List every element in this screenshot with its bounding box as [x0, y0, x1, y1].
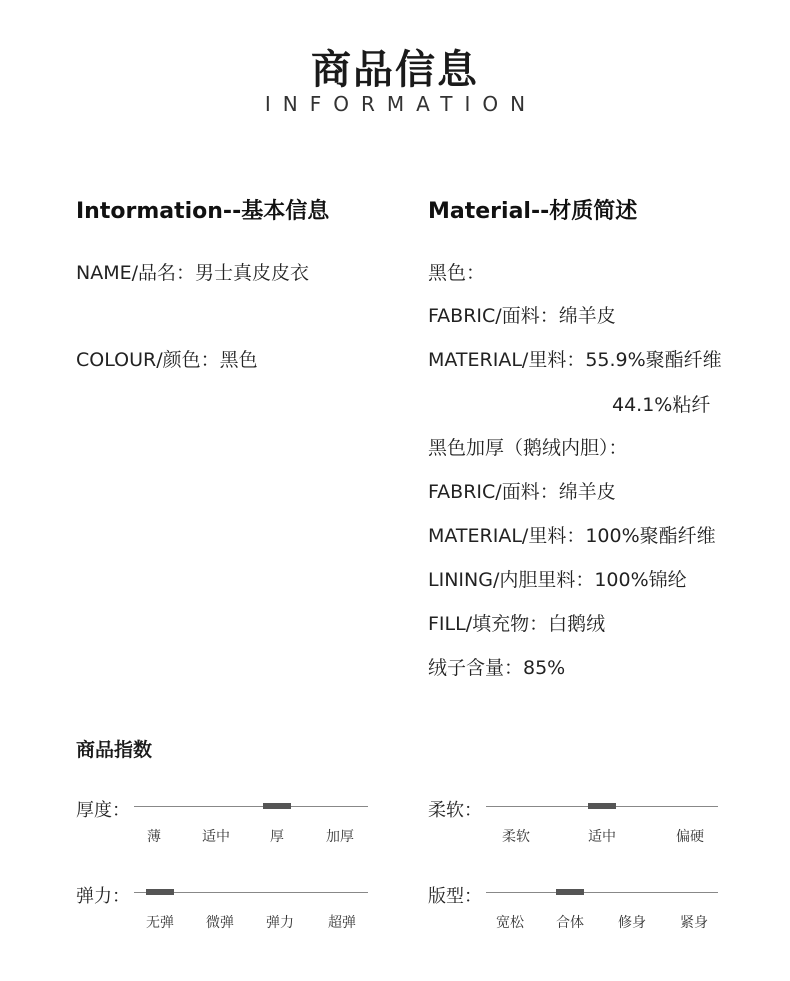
product-colour: COLOUR/颜色：黑色: [76, 349, 258, 371]
scale-tick: 厚: [270, 829, 284, 845]
material-line: MATERIAL/里料：100%聚酯纤维: [428, 525, 716, 547]
scale-line: [134, 806, 368, 807]
scale-tick: 宽松: [496, 915, 524, 931]
scale-label: 弹力：: [76, 886, 130, 907]
scale-tick: 适中: [588, 829, 616, 845]
material-line: 黑色加厚（鹅绒内胆）：: [428, 437, 628, 459]
scale-marker: [146, 889, 174, 895]
scale-label: 柔软：: [428, 800, 482, 821]
scale-label: 版型：: [428, 886, 482, 907]
page-subtitle: INFORMATION: [264, 92, 538, 116]
scale-tick: 无弹: [146, 915, 174, 931]
scale-line: [486, 892, 718, 893]
material-heading: Material--材质简述: [428, 199, 638, 224]
material-line: 黑色：: [428, 262, 486, 284]
material-line: 44.1%粘纤: [612, 394, 711, 416]
product-name: NAME/品名：男士真皮皮衣: [76, 262, 310, 284]
scale-tick: 超弹: [328, 915, 356, 931]
basic-info-heading: Intormation--基本信息: [76, 199, 330, 224]
scale-tick: 薄: [147, 829, 161, 845]
scale-tick: 加厚: [326, 829, 354, 845]
scale-tick: 偏硬: [676, 829, 704, 845]
scale-tick: 适中: [202, 829, 230, 845]
scale-marker: [588, 803, 616, 809]
material-line: FILL/填充物：白鹅绒: [428, 613, 606, 635]
material-line: 绒子含量：85%: [428, 657, 566, 679]
material-line: FABRIC/面料：绵羊皮: [428, 305, 616, 327]
scale-marker: [263, 803, 291, 809]
scale-tick: 微弹: [206, 915, 234, 931]
scale-label: 厚度：: [76, 800, 130, 821]
scale-marker: [556, 889, 584, 895]
scale-tick: 弹力: [266, 915, 294, 931]
material-line: MATERIAL/里料：55.9%聚酯纤维: [428, 349, 722, 371]
scale-tick: 紧身: [680, 915, 708, 931]
page-title: 商品信息: [311, 47, 479, 93]
scale-tick: 柔软: [502, 829, 530, 845]
material-line: LINING/内胆里料：100%锦纶: [428, 569, 687, 591]
scale-tick: 修身: [618, 915, 646, 931]
scale-tick: 合体: [556, 915, 584, 931]
index-title: 商品指数: [76, 739, 153, 761]
material-line: FABRIC/面料：绵羊皮: [428, 481, 616, 503]
